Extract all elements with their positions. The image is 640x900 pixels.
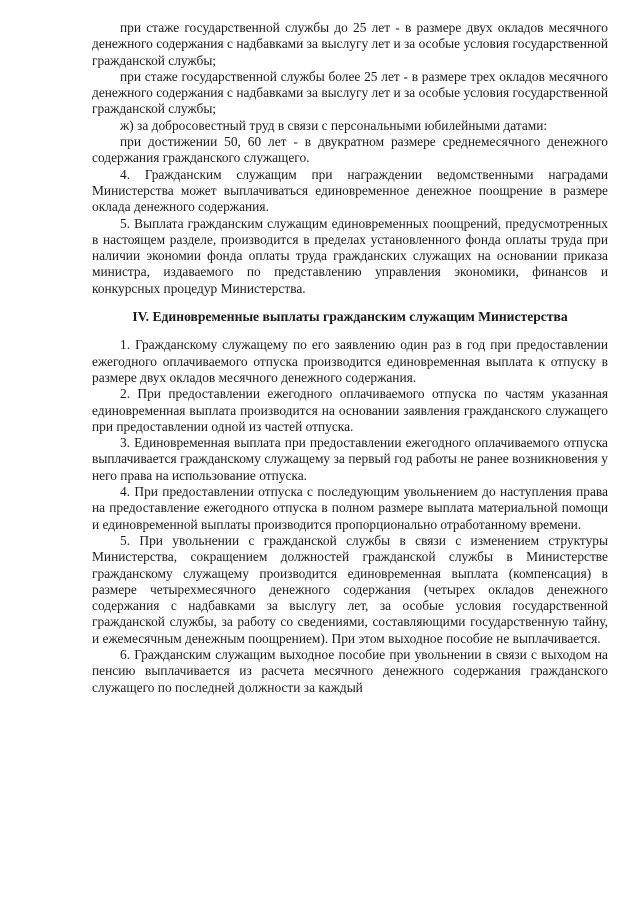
document-page	[92, 20, 608, 696]
paragraph: 2. При предоставлении ежегодного оплачиваемого отпуска по частям указанная единовременная выплата производится на основании заявления гражданского служащего при предоставлении одной из частей отпуска.	[92, 386, 608, 434]
paragraph: при стаже государственной службы более 25 лет - в размере трех окладов месячного денежного содержания с надбавками за выслугу лет и за особые условия государственной гражданской службы;	[92, 68, 608, 117]
paragraph: 1. Гражданскому служащему по его заявлению один раз в год при предоставлении ежегодного оплачиваемого отпуска производится единовременная выплата к отпуску в размере двух окладов месячного денежного содержания.	[92, 337, 608, 385]
paragraph: при достижении 50, 60 лет - в двукратном размере среднемесячного денежного содержания гражданского служащего.	[92, 134, 608, 166]
paragraph: 3. Единовременная выплата при предоставлении ежегодного оплачиваемого отпуска выплачивается гражданскому служащему за первый год работы не ранее возникновения у него права на использование отпуска.	[92, 435, 608, 483]
paragraph: 4. При предоставлении отпуска с последующим увольнением до наступления права на предоставление ежегодного отпуска в полном размере выплата материальной помощи и единовременной выплаты производится пропорционально отработанному времени.	[92, 484, 608, 532]
section-heading: IV. Единовременные выплаты гражданским служащим Министерства	[132, 309, 568, 325]
paragraph: 5. При увольнении с гражданской службы в связи с изменением структуры Министерства, сокращением должностей гражданской службы в Министерстве гражданскому служащему производится единовременная выплата (компенсация) в размере четырехмесячного денежного содержания (четырех окладов денежного содержания с надбавками за выслугу лет, за особые условия государственной гражданской службы, за работу со сведениями, составляющими государственную тайну, и ежемесячным денежным поощрением). При этом выходное пособие не выплачивается.	[92, 532, 608, 646]
paragraph: при стаже государственной службы до 25 лет - в размере двух окладов месячного денежного содержания с надбавками за выслугу лет и за особые условия государственной гражданской службы;	[92, 20, 608, 68]
paragraph: 6. Гражданским служащим выходное пособие при увольнении в связи с выходом на пенсию выплачивается из расчета месячного денежного содержания гражданского служащего по последней должности за каждый	[92, 646, 608, 695]
paragraph: ж) за добросовестный труд в связи с персональными юбилейными датами:	[120, 117, 548, 133]
paragraph: 5. Выплата гражданским служащим единовременных поощрений, предусмотренных в настоящем разделе, производится в пределах установленного фонда оплаты труда при наличии экономии фонда оплаты труда гражданских служащих на основании приказа министра, издаваемого по представлению управления экономики, финансов и конкурсных процедур Министерства.	[92, 215, 608, 296]
paragraph: 4. Гражданским служащим при награждении ведомственными наградами Министерства может выплачиваться единовременное денежное поощрение в размере оклада денежного содержания.	[92, 166, 608, 215]
